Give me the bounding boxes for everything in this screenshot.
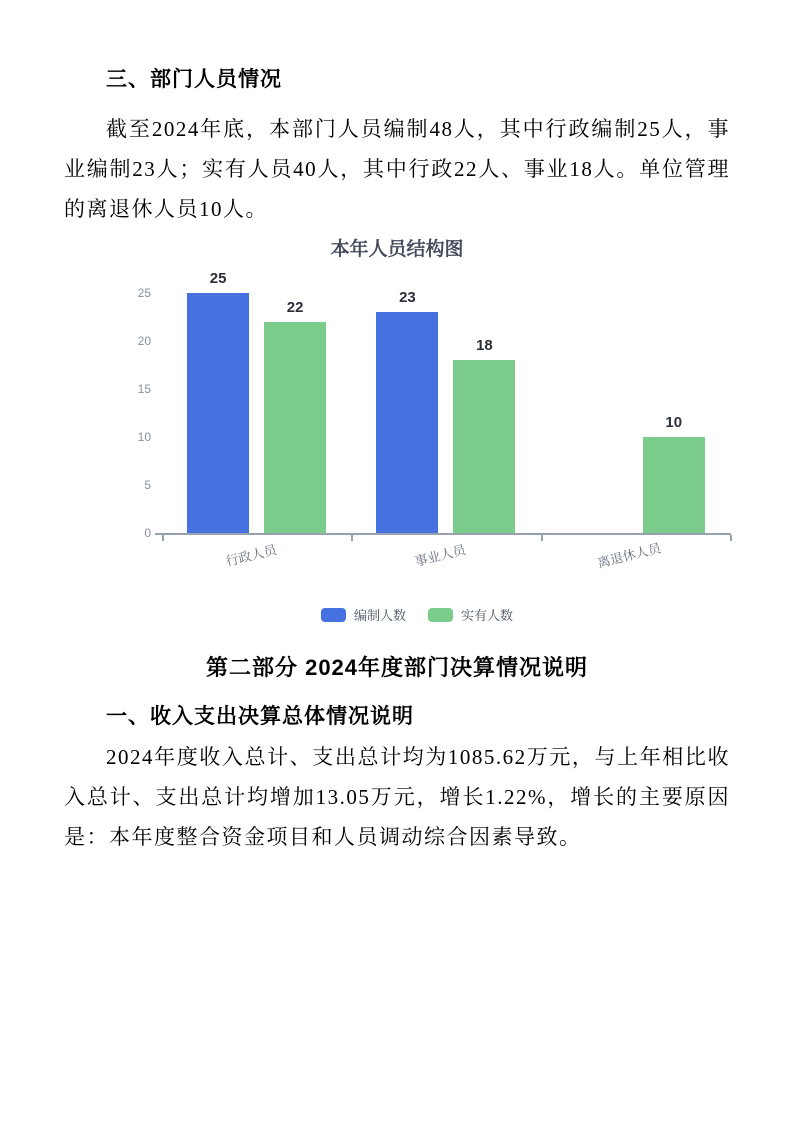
section-heading-budget-summary: 一、收入支出决算总体情况说明 [106, 705, 414, 728]
x-axis-tick [162, 535, 164, 541]
bar-实有人数 [453, 360, 515, 533]
bar-value-label: 23 [399, 289, 416, 307]
legend-label: 实有人数 [461, 608, 514, 623]
x-axis-tick [541, 535, 543, 541]
y-axis-tick-label: 5 [144, 478, 151, 492]
x-axis-tick [730, 535, 732, 541]
legend-item [321, 605, 406, 624]
legend-label: 编制人数 [353, 608, 406, 623]
bar-编制人数 [376, 312, 438, 533]
y-axis-tick-label: 25 [137, 286, 151, 300]
legend-item [428, 605, 513, 624]
bar-value-label: 22 [286, 298, 304, 316]
chart-title: 本年人员结构图 [330, 239, 464, 260]
bar-实有人数 [643, 437, 705, 533]
x-axis-category-label: 行政人员 [223, 541, 278, 570]
x-axis-line [155, 533, 731, 535]
x-axis-category-label: 事业人员 [413, 541, 468, 570]
part2-title: 第二部分 2024年度部门决算情况说明 [205, 655, 589, 680]
legend-swatch-icon [428, 608, 453, 622]
y-axis-tick-label: 15 [137, 382, 151, 396]
y-axis-tick-label: 10 [137, 430, 151, 444]
paragraph-personnel: 截至2024年底，本部门人员编制48人，其中行政编制25人，事业编制23人；实有人员40人，其中行政22人、事业18人。单位管理的离退休人员10人。 [64, 117, 730, 221]
section-heading-personnel: 三、部门人员情况 [106, 68, 282, 91]
bar-实有人数 [264, 322, 326, 533]
x-axis-category-label: 离退休人员 [596, 540, 663, 571]
bar-value-label: 18 [476, 337, 493, 355]
bar-编制人数 [187, 293, 249, 533]
personnel-structure-chart [0, 227, 793, 625]
chart-legend [321, 605, 513, 624]
bar-value-label: 25 [209, 270, 227, 287]
y-axis-tick-label: 0 [144, 526, 151, 540]
x-axis-tick [351, 535, 353, 541]
y-axis-tick-label: 20 [137, 334, 151, 348]
chart-plot [0, 227, 793, 625]
paragraph-budget-summary: 2024年度收入总计、支出总计均为1085.62万元，与上年相比收入总计、支出总计均增加13.05万元，增长1.22%，增长的主要原因是：本年度整合资金项目和人员调动综合因素导致。 [64, 745, 730, 849]
bar-value-label: 10 [665, 414, 683, 431]
legend-swatch-icon [321, 608, 346, 622]
